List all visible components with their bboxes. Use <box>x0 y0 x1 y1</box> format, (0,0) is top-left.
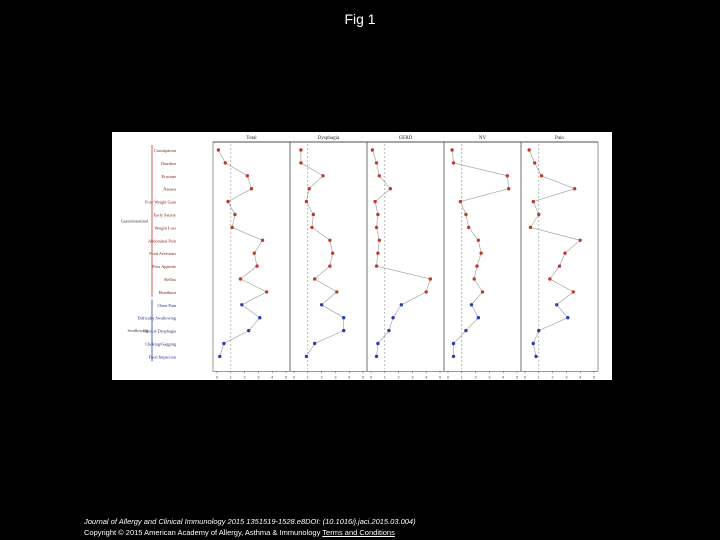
data-point <box>376 252 379 255</box>
category-label: Heartburn <box>158 289 176 295</box>
data-point <box>312 213 315 216</box>
data-point <box>532 200 535 203</box>
journal-citation: Journal of Allergy and Clinical Immunology 2015 1351519-1528.e8DOI: (10.1016/j.jaci.2015.03.004) <box>84 517 416 526</box>
group-label: Swallowing <box>127 328 148 334</box>
x-tick-label: 1 <box>460 375 463 380</box>
data-point <box>391 316 394 319</box>
x-tick-label: 3 <box>411 375 414 380</box>
data-point <box>373 200 376 203</box>
category-label: Clinical Dysphagia <box>142 328 176 334</box>
category-label: Nausea <box>163 186 176 192</box>
series-line <box>218 150 266 356</box>
x-tick-label: 5 <box>438 375 442 380</box>
data-point <box>335 290 338 293</box>
data-point <box>233 213 236 216</box>
category-label: Food Impaction <box>148 354 176 360</box>
category-label: Poor Weight Gain <box>145 199 176 205</box>
data-point <box>450 148 453 151</box>
x-tick-label: 1 <box>306 375 309 380</box>
category-label: Abdominal Pain <box>147 238 176 244</box>
data-point <box>529 226 532 229</box>
data-point <box>239 277 242 280</box>
data-point <box>534 355 537 358</box>
data-point <box>452 161 455 164</box>
terms-link[interactable]: Terms and Conditions <box>322 528 395 537</box>
panel-title: GERD <box>398 136 413 141</box>
x-tick-label: 0 <box>369 375 373 380</box>
symptom-profile-chart <box>112 132 612 380</box>
x-tick-label: 1 <box>383 375 386 380</box>
data-point <box>537 329 540 332</box>
x-tick-label: 0 <box>446 375 450 380</box>
data-point <box>371 148 374 151</box>
data-point <box>475 264 478 267</box>
data-point <box>313 277 316 280</box>
data-point <box>507 187 510 190</box>
data-point <box>452 342 455 345</box>
data-point <box>563 252 566 255</box>
data-point <box>342 316 345 319</box>
data-point <box>387 329 390 332</box>
data-point <box>247 329 250 332</box>
category-label: Early Satiety <box>153 212 176 218</box>
slide-title: Fig 1 <box>344 11 376 27</box>
data-point <box>217 148 220 151</box>
category-label: Choking/Gagging <box>145 341 176 347</box>
data-point <box>470 303 473 306</box>
x-tick-label: 2 <box>243 375 246 380</box>
data-point <box>558 264 561 267</box>
data-point <box>459 200 462 203</box>
data-point <box>305 355 308 358</box>
category-label: Eructate <box>161 173 176 179</box>
x-tick-label: 1 <box>537 375 540 380</box>
data-point <box>425 290 428 293</box>
data-point <box>400 303 403 306</box>
data-point <box>375 226 378 229</box>
data-point <box>218 355 221 358</box>
category-label: Diarrhea <box>160 160 176 166</box>
data-point <box>299 148 302 151</box>
x-tick-label: 2 <box>551 375 554 380</box>
x-tick-label: 3 <box>565 375 568 380</box>
x-tick-label: 4 <box>348 375 351 380</box>
data-point <box>452 355 455 358</box>
category-label: Chest Pain <box>157 302 176 308</box>
panel-title: NV <box>478 136 487 141</box>
data-point <box>537 213 540 216</box>
x-tick-label: 2 <box>474 375 477 380</box>
x-tick-label: 3 <box>334 375 337 380</box>
group-label: Gastrointestinal <box>120 218 148 224</box>
data-point <box>376 342 379 345</box>
data-point <box>555 303 558 306</box>
data-point <box>533 161 536 164</box>
data-point <box>527 148 530 151</box>
panel-title: Pain <box>555 136 564 141</box>
data-point <box>226 200 229 203</box>
panel-frame <box>213 142 290 371</box>
category-label: Poor Appetite <box>152 264 176 270</box>
x-tick-label: 5 <box>515 375 519 380</box>
data-point <box>250 187 253 190</box>
data-point <box>299 161 302 164</box>
panel-frame <box>290 142 367 371</box>
data-point <box>548 277 551 280</box>
data-point <box>222 342 225 345</box>
x-tick-label: 5 <box>361 375 365 380</box>
data-point <box>481 290 484 293</box>
panel-frame <box>444 142 521 371</box>
data-point <box>532 342 535 345</box>
data-point <box>328 239 331 242</box>
copyright-line <box>84 527 416 538</box>
figure-panel <box>112 132 612 380</box>
data-point <box>255 264 258 267</box>
data-point <box>320 303 323 306</box>
x-tick-label: 2 <box>320 375 323 380</box>
data-point <box>464 213 467 216</box>
category-label: Food Aversions <box>149 251 176 257</box>
data-point <box>258 316 261 319</box>
x-tick-label: 1 <box>229 375 232 380</box>
panel-frame <box>521 142 598 371</box>
data-point <box>331 252 334 255</box>
data-point <box>579 239 582 242</box>
data-point <box>307 187 310 190</box>
data-point <box>429 277 432 280</box>
data-point <box>477 316 480 319</box>
data-point <box>246 174 249 177</box>
data-point <box>477 239 480 242</box>
data-point <box>261 239 264 242</box>
x-tick-label: 3 <box>488 375 491 380</box>
data-point <box>566 316 569 319</box>
data-point <box>224 161 227 164</box>
x-tick-label: 4 <box>502 375 505 380</box>
data-point <box>378 239 381 242</box>
category-label: Constipation <box>154 148 176 153</box>
copyright-text: Copyright © 2015 American Academy of Allergy, Asthma & Immunology <box>84 528 321 537</box>
series-line <box>301 150 344 356</box>
x-tick-label: 3 <box>257 375 260 380</box>
caption <box>84 516 416 538</box>
data-point <box>540 174 543 177</box>
data-point <box>573 187 576 190</box>
data-point <box>310 226 313 229</box>
x-tick-label: 0 <box>292 375 296 380</box>
series-line <box>372 150 430 356</box>
data-point <box>389 187 392 190</box>
data-point <box>467 226 470 229</box>
data-point <box>506 174 509 177</box>
data-point <box>305 200 308 203</box>
x-tick-label: 5 <box>284 375 288 380</box>
data-point <box>376 213 379 216</box>
data-point <box>479 252 482 255</box>
panel-title: Dysphagia <box>317 136 340 141</box>
data-point <box>473 277 476 280</box>
data-point <box>572 290 575 293</box>
data-point <box>321 174 324 177</box>
series-line <box>529 150 580 356</box>
data-point <box>375 264 378 267</box>
data-point <box>240 303 243 306</box>
data-point <box>342 329 345 332</box>
x-tick-label: 4 <box>425 375 428 380</box>
data-point <box>253 252 256 255</box>
data-point <box>230 226 233 229</box>
data-point <box>328 264 331 267</box>
x-tick-label: 4 <box>271 375 274 380</box>
x-tick-label: 0 <box>523 375 527 380</box>
data-point <box>464 329 467 332</box>
category-label: Weight Loss <box>154 225 176 231</box>
data-point <box>265 290 268 293</box>
x-tick-label: 0 <box>215 375 219 380</box>
x-tick-label: 5 <box>592 375 596 380</box>
category-label: Reflux <box>164 277 176 282</box>
x-tick-label: 2 <box>397 375 400 380</box>
x-tick-label: 4 <box>579 375 582 380</box>
panel-title: Total <box>246 136 257 141</box>
category-label: Difficulty Swallowing <box>137 315 176 321</box>
data-point <box>375 161 378 164</box>
data-point <box>313 342 316 345</box>
data-point <box>375 355 378 358</box>
data-point <box>378 174 381 177</box>
